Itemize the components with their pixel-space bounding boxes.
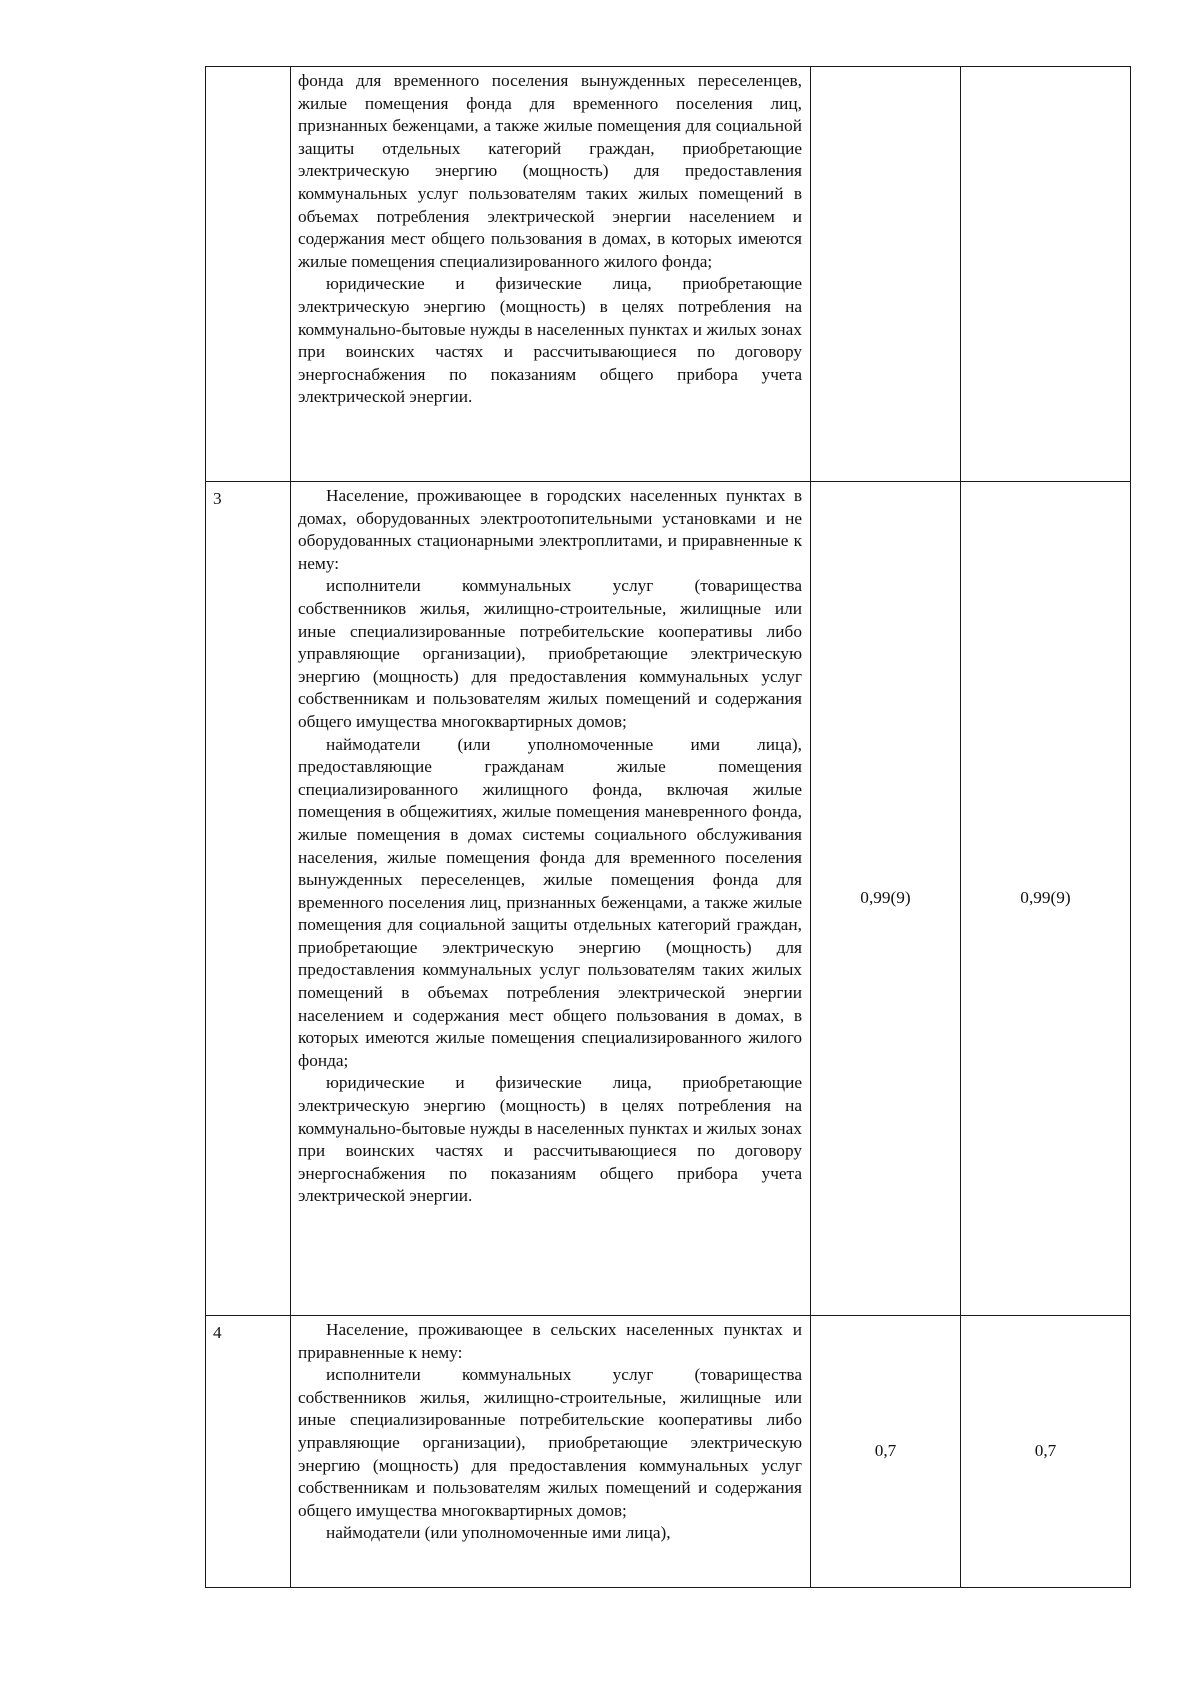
- description-paragraph: исполнители коммунальных услуг (товарищества собственников жилья, жилищно-строительные, жилищные или иные специализированные потребительские кооперативы либо управляющие организации), приобретающие электрическую энергию (мощность) для предоставления коммунальных услуг собственникам и пользователям жилых помещений и содержания общего имущества многоквартирных домов;: [298, 576, 802, 731]
- description-paragraph: наймодатели (или уполномоченные ими лица),: [326, 1523, 671, 1543]
- row-number: [206, 67, 290, 73]
- row-number: 3: [213, 489, 222, 508]
- description-cell: [291, 1316, 811, 1588]
- description-cell: [291, 67, 811, 482]
- description-paragraph: юридические и физические лица, приобретающие электрическую энергию (мощность) в целях потребления на коммунально-бытовые нужды в населенных пунктах и жилых зонах при воинских частях и рассчитывающиеся по договору энергоснабжения по показаниям общего прибора учета электрической энергии.: [298, 1073, 802, 1206]
- value-1: 0,99(9): [860, 888, 911, 908]
- description-paragraph: фонда для временного поселения вынужденных переселенцев, жилые помещения фонда для временного поселения лиц, признанных беженцами, а также жилые помещения для социальной защиты отдельных категорий граждан, приобретающие электрическую энергию (мощность) для предоставления коммунальных услуг пользователям таких жилых помещений в объемах потребления электрической энергии населением и содержания мест общего пользования в домах, в которых имеются жилые помещения специализированного жилого фонда;: [298, 71, 802, 271]
- value-2: 0,99(9): [1020, 888, 1071, 908]
- row-number-cell: [206, 1316, 291, 1588]
- row-number-cell: [206, 67, 291, 482]
- value-cell-1: [811, 482, 961, 1316]
- value-cell-2: [961, 482, 1131, 1316]
- row-number-cell: [206, 482, 291, 1316]
- tariff-table: [205, 66, 1131, 1588]
- value-cell-2: [961, 67, 1131, 482]
- value-cell-1: [811, 67, 961, 482]
- description-cell: [291, 482, 811, 1316]
- table-row: [206, 482, 1131, 1316]
- description-paragraph: наймодатели (или уполномоченные ими лица), предоставляющие гражданам жилые помещения специализированного жилищного фонда, включая жилые помещения в общежитиях, жилые помещения маневренного фонда, жилые помещения в домах системы социального обслуживания населения, жилые помещения фонда для временного поселения вынужденных переселенцев, жилые помещения фонда для временного поселения лиц, признанных беженцами, а также жилые помещения для социальной защиты отдельных категорий граждан, приобретающие электрическую энергию (мощность) для предоставления коммунальных услуг пользователям таких жилых помещений в объемах потребления электрической энергии населением и содержания мест общего пользования в домах, в которых имеются жилые помещения специализированного жилого фонда;: [298, 734, 802, 1070]
- value-cell-1: [811, 1316, 961, 1588]
- description-paragraph: исполнители коммунальных услуг (товарищества собственников жилья, жилищно-строительные, жилищные или иные специализированные потребительские кооперативы либо управляющие организации), приобретающие электрическую энергию (мощность) для предоставления коммунальных услуг собственникам и пользователям жилых помещений и содержания общего имущества многоквартирных домов;: [298, 1365, 802, 1520]
- value-cell-2: [961, 1316, 1131, 1588]
- description-paragraph: Население, проживающее в городских населенных пунктах в домах, оборудованных электроотопительными установками и не оборудованных стационарными электроплитами, и приравненные к нему:: [298, 486, 802, 573]
- value-2: 0,7: [1034, 1441, 1057, 1461]
- description-paragraph: юридические и физические лица, приобретающие электрическую энергию (мощность) в целях потребления на коммунально-бытовые нужды в населенных пунктах и жилых зонах при воинских частях и рассчитывающиеся по договору энергоснабжения по показаниям общего прибора учета электрической энергии.: [298, 274, 802, 407]
- table-row: [206, 67, 1131, 482]
- description-paragraph: Население, проживающее в сельских населенных пунктах и приравненные к нему:: [298, 1320, 802, 1362]
- row-number: 4: [213, 1323, 222, 1342]
- value-1: 0,7: [874, 1441, 897, 1461]
- table-row: [206, 1316, 1131, 1588]
